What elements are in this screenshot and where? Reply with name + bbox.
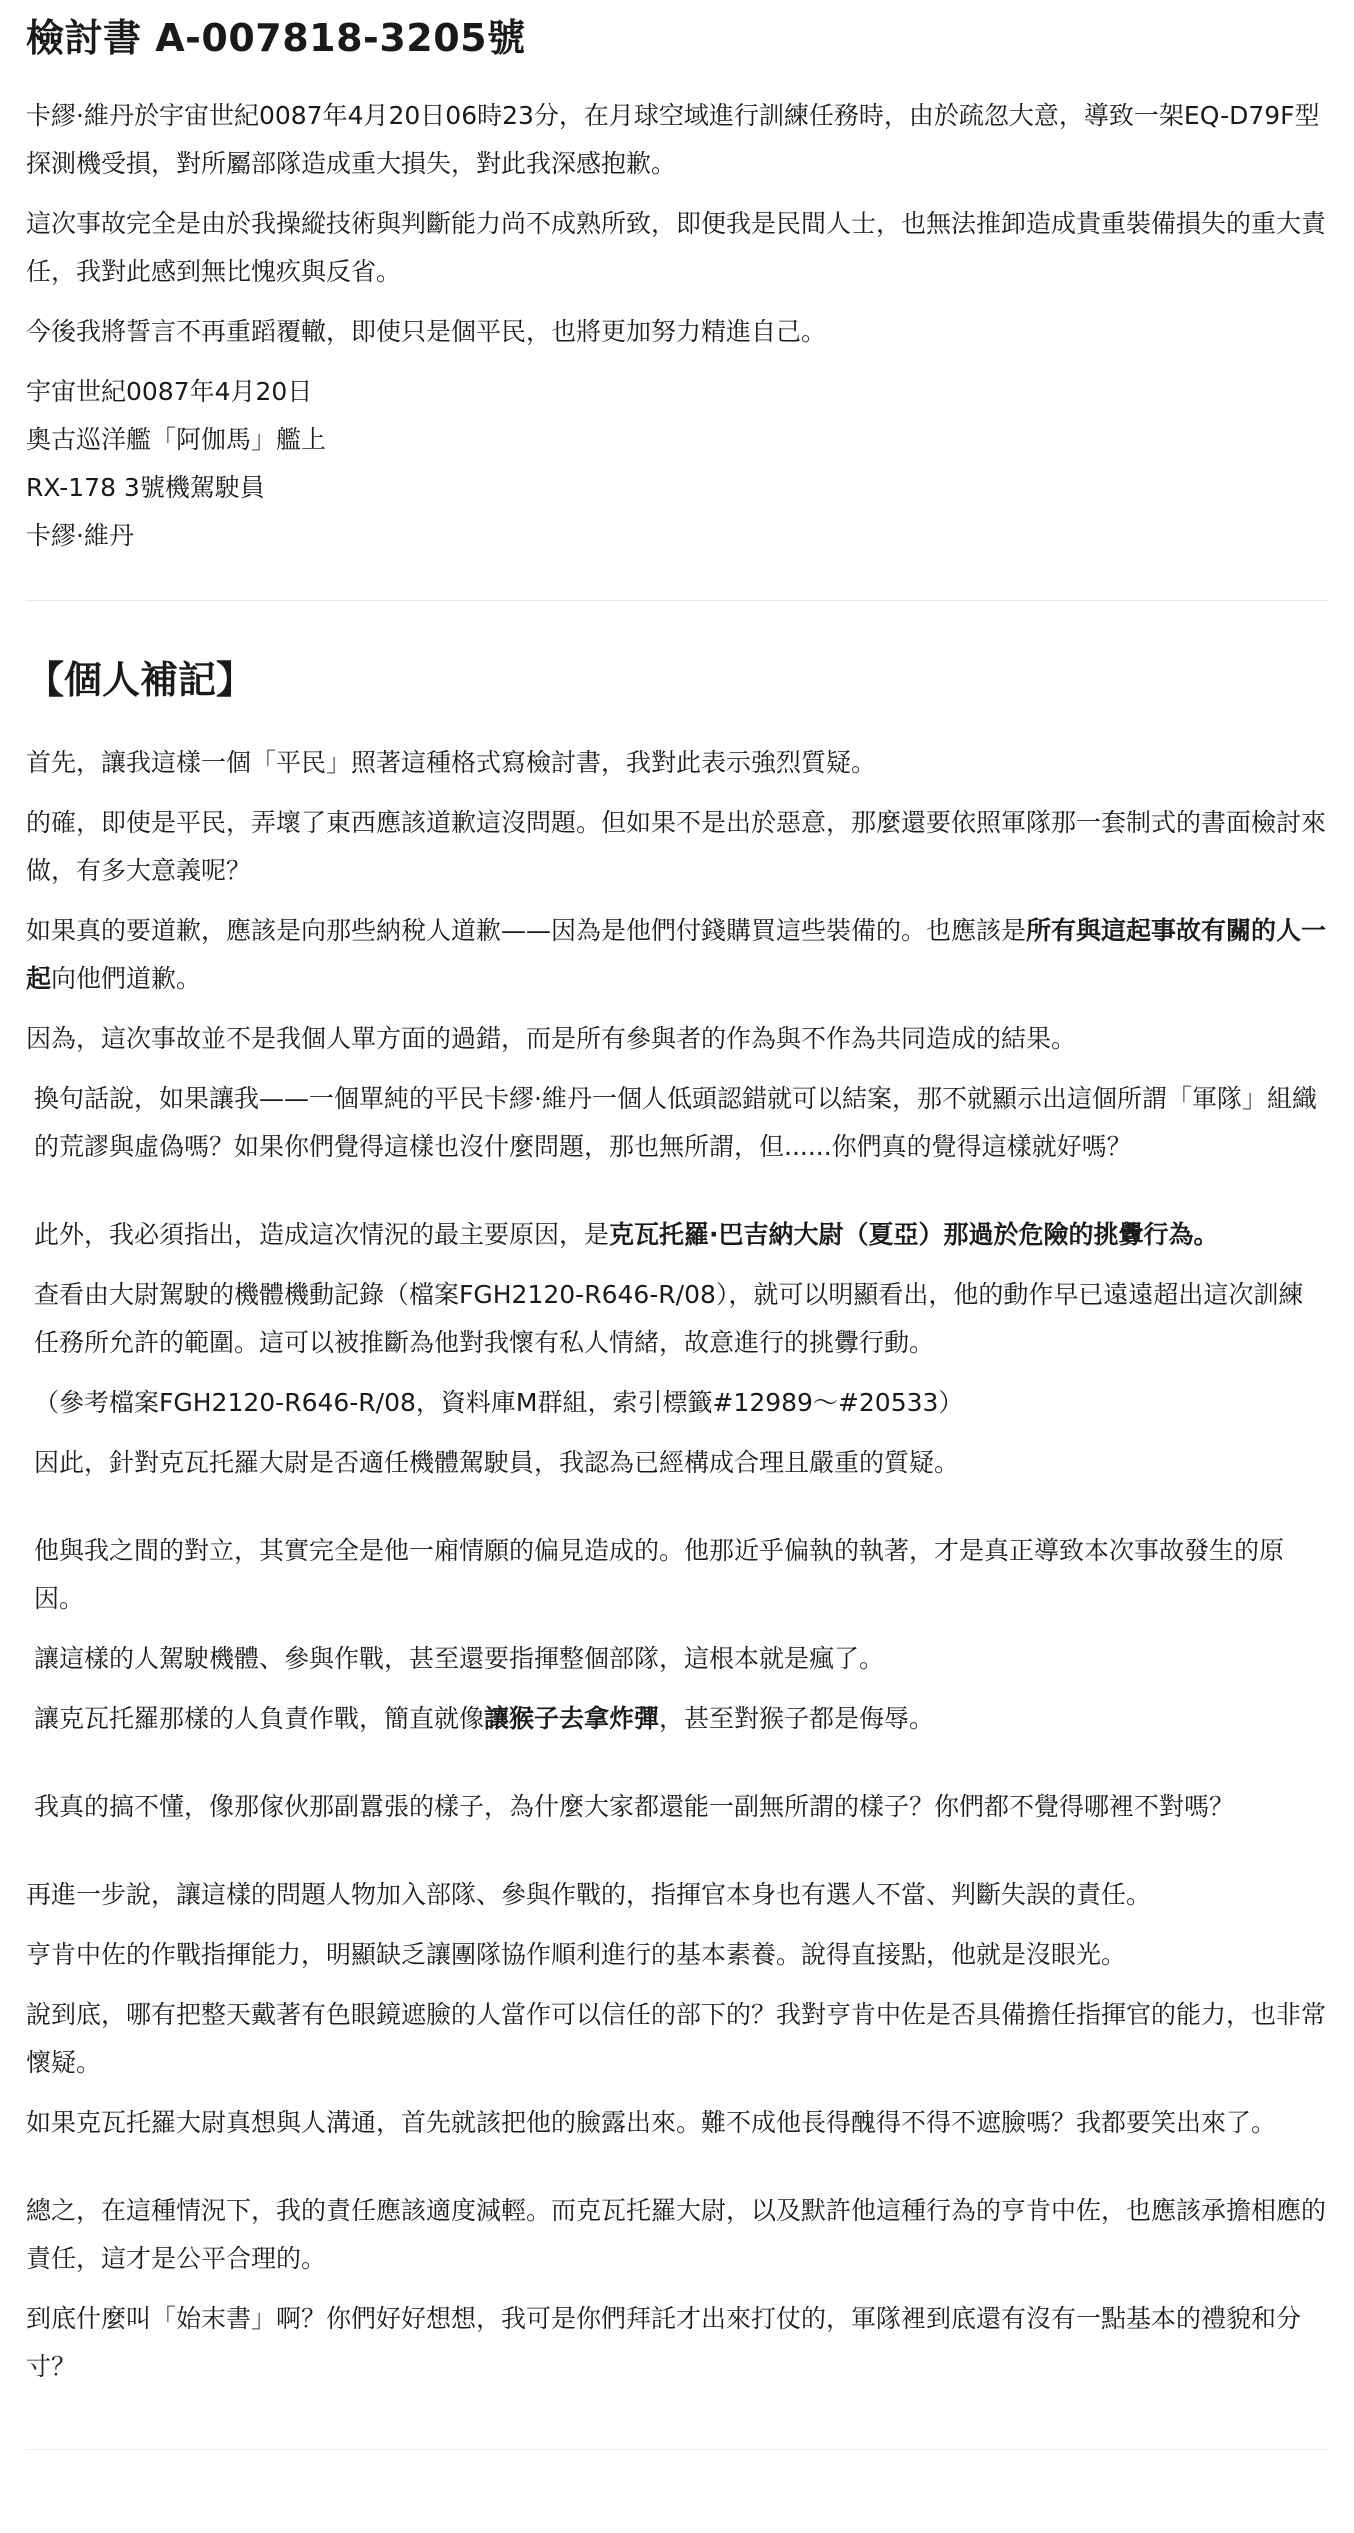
signature-role: RX-178 3號機駕駛員 bbox=[26, 473, 265, 502]
report-paragraph-2: 這次事故完全是由於我操縱技術與判斷能力尚不成熟所致，即便我是民間人士，也無法推卸造成貴重裝備損失的重大責任，我對此感到無比愧疚與反省。 bbox=[26, 209, 1327, 286]
notes-emphasis: 克瓦托羅·巴吉納大尉（夏亞）那過於危險的挑釁行為。 bbox=[609, 1220, 1219, 1249]
notes-paragraph-6 bbox=[26, 1211, 1328, 1259]
notes-paragraph-9: 因此，針對克瓦托羅大尉是否適任機體駕駛員，我認為已經構成合理且嚴重的質疑。 bbox=[34, 1448, 960, 1477]
document-title: 檢討書 A-007818-3205號 bbox=[26, 16, 526, 60]
signature-date: 宇宙世紀0087年4月20日 bbox=[26, 377, 313, 406]
notes-paragraph-1: 首先，讓我這樣一個「平民」照著這種格式寫檢討書，我對此表示強烈質疑。 bbox=[26, 748, 877, 777]
notes-text: 如果真的要道歉，應該是向那些納稅人道歉——因為是他們付錢購買這些裝備的。也應該是 bbox=[26, 916, 1027, 945]
end-divider bbox=[26, 2449, 1328, 2450]
notes-paragraph-5: 換句話說，如果讓我——一個單純的平民卡繆·維丹一個人低頭認錯就可以結案，那不就顯示出這個所謂「軍隊」組織的荒謬與虛偽嗎？如果你們覺得這樣也沒什麼問題，那也無所謂，但......你們真的覺得這樣就好嗎？ bbox=[34, 1084, 1317, 1161]
notes-emphasis: 所有與這起事故有關的人一起 bbox=[26, 916, 1327, 993]
notes-heading: 【個人補記】 bbox=[26, 658, 255, 702]
notes-paragraph-2: 的確，即使是平民，弄壞了東西應該道歉這沒問題。但如果不是出於惡意，那麼還要依照軍隊那一套制式的書面檢討來做，有多大意義呢？ bbox=[26, 808, 1327, 885]
notes-paragraph-10: 他與我之間的對立，其實完全是他一廂情願的偏見造成的。他那近乎偏執的執著，才是真正導致本次事故發生的原因。 bbox=[34, 1536, 1285, 1613]
notes-paragraph-12 bbox=[26, 1695, 1328, 1743]
notes-paragraph-3 bbox=[26, 907, 1328, 1003]
notes-paragraph-15: 亨肯中佐的作戰指揮能力，明顯缺乏讓團隊協作順利進行的基本素養。說得直接點，他就是沒眼光。 bbox=[26, 1940, 1127, 1969]
notes-paragraph-18: 總之，在這種情況下，我的責任應該適度減輕。而克瓦托羅大尉，以及默許他這種行為的亨肯中佐，也應該承擔相應的責任，這才是公平合理的。 bbox=[26, 2196, 1327, 2273]
notes-emphasis: 讓猴子去拿炸彈 bbox=[484, 1704, 660, 1733]
notes-text: 讓克瓦托羅那樣的人負責作戰，簡直就像 bbox=[34, 1704, 485, 1733]
notes-paragraph-11: 讓這樣的人駕駛機體、參與作戰，甚至還要指揮整個部隊，這根本就是瘋了。 bbox=[34, 1644, 885, 1673]
notes-paragraph-7: 查看由大尉駕駛的機體機動記錄（檔案FGH2120-R646-R/08），就可以明顯看出，他的動作早已遠遠超出這次訓練任務所允許的範圍。這可以被推斷為他對我懷有私人情緒，故意進行的挑釁行動。 bbox=[34, 1280, 1304, 1357]
notes-paragraph-13: 我真的搞不懂，像那傢伙那副囂張的樣子，為什麼大家都還能一副無所謂的樣子？你們都不覺得哪裡不對嗎？ bbox=[34, 1792, 1235, 1821]
section-divider bbox=[26, 600, 1328, 601]
notes-paragraph-19: 到底什麼叫「始末書」啊？你們好好想想，我可是你們拜託才出來打仗的，軍隊裡到底還有沒有一點基本的禮貌和分寸？ bbox=[26, 2304, 1302, 2381]
notes-text: 向他們道歉。 bbox=[51, 964, 202, 993]
notes-paragraph-14: 再進一步說，讓這樣的問題人物加入部隊、參與作戰的，指揮官本身也有選人不當、判斷失誤的責任。 bbox=[26, 1880, 1152, 1909]
signature-block bbox=[26, 368, 1328, 560]
report-paragraph-3: 今後我將誓言不再重蹈覆轍，即使只是個平民，也將更加努力精進自己。 bbox=[26, 317, 827, 346]
notes-text: ，甚至對猴子都是侮辱。 bbox=[659, 1704, 935, 1733]
notes-text: 此外，我必須指出，造成這次情況的最主要原因，是 bbox=[34, 1220, 610, 1249]
notes-paragraph-17: 如果克瓦托羅大尉真想與人溝通，首先就該把他的臉露出來。難不成他長得醜得不得不遮臉嗎？我都要笑出來了。 bbox=[26, 2108, 1277, 2137]
signature-ship: 奧古巡洋艦「阿伽馬」艦上 bbox=[26, 425, 327, 454]
notes-reference: （參考檔案FGH2120-R646-R/08，資料庫M群組，索引標籤#12989～#20533） bbox=[34, 1388, 964, 1417]
report-paragraph-1: 卡繆·維丹於宇宙世紀0087年4月20日06時23分，在月球空域進行訓練任務時，由於疏忽大意，導致一架EQ-D79F型探測機受損，對所屬部隊造成重大損失，對此我深感抱歉。 bbox=[26, 101, 1320, 178]
signature-name: 卡繆·維丹 bbox=[26, 521, 134, 550]
notes-paragraph-4: 因為，這次事故並不是我個人單方面的過錯，而是所有參與者的作為與不作為共同造成的結果。 bbox=[26, 1024, 1077, 1053]
notes-paragraph-16: 說到底，哪有把整天戴著有色眼鏡遮臉的人當作可以信任的部下的？我對亨肯中佐是否具備擔任指揮官的能力，也非常懷疑。 bbox=[26, 2000, 1327, 2077]
